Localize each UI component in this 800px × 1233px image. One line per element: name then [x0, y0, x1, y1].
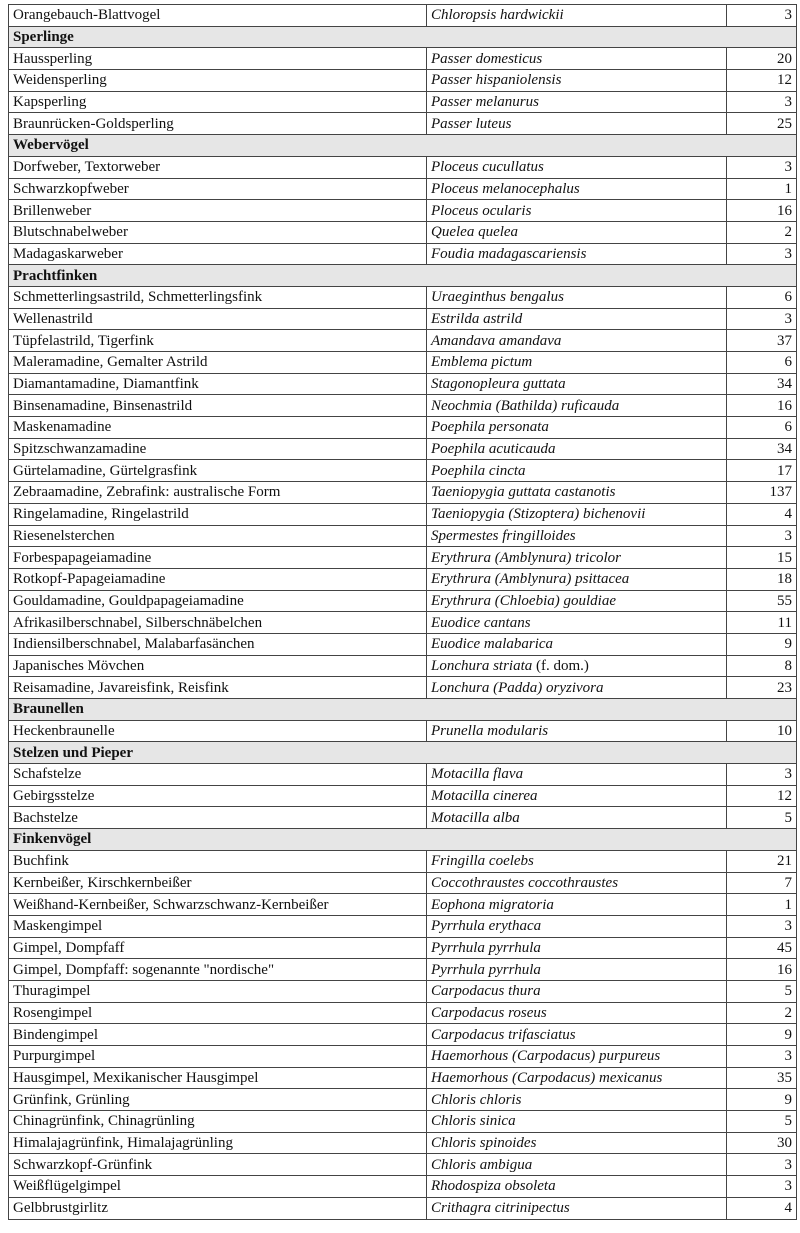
species-row	[9, 1046, 797, 1068]
latin-name-cell: Pyrrhula erythaca	[427, 915, 727, 937]
latin-name-cell: Spermestes fringilloides	[427, 525, 727, 547]
german-name-cell: Gelbbrustgirlitz	[9, 1197, 427, 1219]
species-row	[9, 200, 797, 222]
species-row	[9, 612, 797, 634]
latin-name-cell: Chloropsis hardwickii	[427, 5, 727, 27]
count-cell: 4	[727, 1197, 797, 1219]
species-row	[9, 243, 797, 265]
count-cell: 137	[727, 482, 797, 504]
species-row	[9, 221, 797, 243]
species-table-body	[9, 5, 797, 1220]
group-label: Sperlinge	[9, 26, 797, 48]
latin-name-cell: Emblema pictum	[427, 352, 727, 374]
species-row	[9, 525, 797, 547]
latin-name-cell: Motacilla cinerea	[427, 785, 727, 807]
german-name-cell: Buchfink	[9, 850, 427, 872]
latin-name-cell	[427, 655, 727, 677]
german-name-cell: Grünfink, Grünling	[9, 1089, 427, 1111]
group-header-row	[9, 265, 797, 287]
species-row	[9, 1154, 797, 1176]
german-name-cell: Zebraamadine, Zebrafink: australische Form	[9, 482, 427, 504]
species-row	[9, 937, 797, 959]
latin-name-cell: Uraeginthus bengalus	[427, 286, 727, 308]
german-name-cell: Bindengimpel	[9, 1024, 427, 1046]
latin-name-cell: Poephila cincta	[427, 460, 727, 482]
latin-name-cell: Chloris ambigua	[427, 1154, 727, 1176]
count-cell: 6	[727, 417, 797, 439]
count-cell: 10	[727, 720, 797, 742]
count-cell: 3	[727, 156, 797, 178]
latin-name-suffix: (f. dom.)	[532, 657, 589, 674]
count-cell: 12	[727, 785, 797, 807]
count-cell: 2	[727, 221, 797, 243]
group-label: Webervögel	[9, 135, 797, 157]
species-row	[9, 48, 797, 70]
german-name-cell: Gimpel, Dompfaff: sogenannte "nordische"	[9, 959, 427, 981]
latin-name-cell: Rhodospiza obsoleta	[427, 1176, 727, 1198]
count-cell: 2	[727, 1002, 797, 1024]
german-name-cell: Weißflügelgimpel	[9, 1176, 427, 1198]
count-cell: 3	[727, 1154, 797, 1176]
german-name-cell: Diamantamadine, Diamantfink	[9, 373, 427, 395]
count-cell: 9	[727, 633, 797, 655]
german-name-cell: Weidensperling	[9, 70, 427, 92]
german-name-cell: Tüpfelastrild, Tigerfink	[9, 330, 427, 352]
species-row	[9, 1089, 797, 1111]
german-name-cell: Schwarzkopfweber	[9, 178, 427, 200]
species-row	[9, 1111, 797, 1133]
species-table-page	[8, 4, 796, 1220]
group-label: Braunellen	[9, 699, 797, 721]
german-name-cell: Himalajagrünfink, Himalajagrünling	[9, 1132, 427, 1154]
count-cell: 23	[727, 677, 797, 699]
latin-name-cell: Passer hispaniolensis	[427, 70, 727, 92]
german-name-cell: Purpurgimpel	[9, 1046, 427, 1068]
count-cell: 5	[727, 1111, 797, 1133]
species-row	[9, 850, 797, 872]
species-row	[9, 980, 797, 1002]
species-row	[9, 785, 797, 807]
latin-name-cell: Foudia madagascariensis	[427, 243, 727, 265]
latin-name-cell: Poephila acuticauda	[427, 438, 727, 460]
count-cell: 4	[727, 503, 797, 525]
count-cell: 6	[727, 286, 797, 308]
species-row	[9, 373, 797, 395]
german-name-cell: Chinagrünfink, Chinagrünling	[9, 1111, 427, 1133]
latin-name-cell: Euodice cantans	[427, 612, 727, 634]
latin-name-cell: Pyrrhula pyrrhula	[427, 959, 727, 981]
count-cell: 9	[727, 1024, 797, 1046]
latin-name-cell: Passer domesticus	[427, 48, 727, 70]
count-cell: 3	[727, 525, 797, 547]
species-row	[9, 633, 797, 655]
german-name-cell: Weißhand-Kernbeißer, Schwarzschwanz-Kernbeißer	[9, 894, 427, 916]
species-row	[9, 1132, 797, 1154]
species-row	[9, 5, 797, 27]
latin-name-text: Lonchura striata	[431, 657, 533, 674]
german-name-cell: Brillenweber	[9, 200, 427, 222]
latin-name-cell: Ploceus ocularis	[427, 200, 727, 222]
latin-name-cell: Carpodacus thura	[427, 980, 727, 1002]
count-cell: 3	[727, 5, 797, 27]
german-name-cell: Blutschnabelweber	[9, 221, 427, 243]
species-row	[9, 178, 797, 200]
species-row	[9, 764, 797, 786]
latin-name-cell: Crithagra citrinipectus	[427, 1197, 727, 1219]
count-cell: 12	[727, 70, 797, 92]
count-cell: 7	[727, 872, 797, 894]
species-row	[9, 113, 797, 135]
german-name-cell: Dorfweber, Textorweber	[9, 156, 427, 178]
count-cell: 20	[727, 48, 797, 70]
latin-name-cell: Haemorhous (Carpodacus) mexicanus	[427, 1067, 727, 1089]
species-row	[9, 286, 797, 308]
latin-name-cell: Taeniopygia guttata castanotis	[427, 482, 727, 504]
latin-name-cell: Ploceus cucullatus	[427, 156, 727, 178]
group-header-row	[9, 829, 797, 851]
count-cell: 34	[727, 438, 797, 460]
group-header-row	[9, 699, 797, 721]
count-cell: 16	[727, 395, 797, 417]
count-cell: 34	[727, 373, 797, 395]
latin-name-cell: Estrilda astrild	[427, 308, 727, 330]
latin-name-cell: Carpodacus roseus	[427, 1002, 727, 1024]
latin-name-cell: Passer luteus	[427, 113, 727, 135]
german-name-cell: Madagaskarweber	[9, 243, 427, 265]
species-row	[9, 1002, 797, 1024]
species-row	[9, 156, 797, 178]
species-row	[9, 590, 797, 612]
count-cell: 3	[727, 1046, 797, 1068]
count-cell: 25	[727, 113, 797, 135]
german-name-cell: Maskengimpel	[9, 915, 427, 937]
species-row	[9, 807, 797, 829]
latin-name-cell: Erythrura (Chloebia) gouldiae	[427, 590, 727, 612]
species-row	[9, 438, 797, 460]
latin-name-cell: Chloris chloris	[427, 1089, 727, 1111]
count-cell: 3	[727, 1176, 797, 1198]
count-cell: 5	[727, 807, 797, 829]
count-cell: 3	[727, 91, 797, 113]
latin-name-cell: Eophona migratoria	[427, 894, 727, 916]
group-label: Finkenvögel	[9, 829, 797, 851]
german-name-cell: Rotkopf-Papageiamadine	[9, 568, 427, 590]
german-name-cell: Japanisches Mövchen	[9, 655, 427, 677]
species-row	[9, 70, 797, 92]
latin-name-cell: Passer melanurus	[427, 91, 727, 113]
latin-name-cell: Euodice malabarica	[427, 633, 727, 655]
species-row	[9, 1197, 797, 1219]
count-cell: 45	[727, 937, 797, 959]
count-cell: 3	[727, 915, 797, 937]
group-label: Stelzen und Pieper	[9, 742, 797, 764]
species-row	[9, 330, 797, 352]
count-cell: 3	[727, 308, 797, 330]
german-name-cell: Indiensilberschnabel, Malabarfasänchen	[9, 633, 427, 655]
latin-name-cell: Poephila personata	[427, 417, 727, 439]
count-cell: 1	[727, 178, 797, 200]
latin-name-cell: Stagonopleura guttata	[427, 373, 727, 395]
group-label: Prachtfinken	[9, 265, 797, 287]
group-header-row	[9, 742, 797, 764]
species-row	[9, 308, 797, 330]
species-row	[9, 460, 797, 482]
latin-name-cell: Quelea quelea	[427, 221, 727, 243]
latin-name-cell: Carpodacus trifasciatus	[427, 1024, 727, 1046]
species-row	[9, 395, 797, 417]
group-header-row	[9, 26, 797, 48]
species-row	[9, 91, 797, 113]
group-header-row	[9, 135, 797, 157]
species-row	[9, 417, 797, 439]
count-cell: 16	[727, 959, 797, 981]
german-name-cell: Maleramadine, Gemalter Astrild	[9, 352, 427, 374]
count-cell: 1	[727, 894, 797, 916]
count-cell: 37	[727, 330, 797, 352]
german-name-cell: Ringelamadine, Ringelastrild	[9, 503, 427, 525]
species-row	[9, 720, 797, 742]
german-name-cell: Gouldamadine, Gouldpapageiamadine	[9, 590, 427, 612]
species-row	[9, 959, 797, 981]
latin-name-cell: Coccothraustes coccothraustes	[427, 872, 727, 894]
count-cell: 21	[727, 850, 797, 872]
species-row	[9, 872, 797, 894]
species-row	[9, 1024, 797, 1046]
german-name-cell: Bachstelze	[9, 807, 427, 829]
count-cell: 5	[727, 980, 797, 1002]
species-row	[9, 1176, 797, 1198]
german-name-cell: Kernbeißer, Kirschkernbeißer	[9, 872, 427, 894]
species-table	[8, 4, 797, 1220]
count-cell: 55	[727, 590, 797, 612]
count-cell: 35	[727, 1067, 797, 1089]
german-name-cell: Wellenastrild	[9, 308, 427, 330]
german-name-cell: Schmetterlingsastrild, Schmetterlingsfink	[9, 286, 427, 308]
german-name-cell: Spitzschwanzamadine	[9, 438, 427, 460]
latin-name-cell: Taeniopygia (Stizoptera) bichenovii	[427, 503, 727, 525]
latin-name-cell: Fringilla coelebs	[427, 850, 727, 872]
latin-name-cell: Haemorhous (Carpodacus) purpureus	[427, 1046, 727, 1068]
german-name-cell: Rosengimpel	[9, 1002, 427, 1024]
count-cell: 30	[727, 1132, 797, 1154]
latin-name-cell: Chloris sinica	[427, 1111, 727, 1133]
species-row	[9, 677, 797, 699]
latin-name-cell: Motacilla flava	[427, 764, 727, 786]
latin-name-cell: Neochmia (Bathilda) ruficauda	[427, 395, 727, 417]
german-name-cell: Heckenbraunelle	[9, 720, 427, 742]
latin-name-cell: Erythrura (Amblynura) tricolor	[427, 547, 727, 569]
german-name-cell: Schafstelze	[9, 764, 427, 786]
german-name-cell: Reisamadine, Javareisfink, Reisfink	[9, 677, 427, 699]
count-cell: 11	[727, 612, 797, 634]
species-row	[9, 1067, 797, 1089]
german-name-cell: Maskenamadine	[9, 417, 427, 439]
count-cell: 17	[727, 460, 797, 482]
species-row	[9, 503, 797, 525]
german-name-cell: Riesenelsterchen	[9, 525, 427, 547]
german-name-cell: Gebirgsstelze	[9, 785, 427, 807]
count-cell: 3	[727, 764, 797, 786]
german-name-cell: Orangebauch-Blattvogel	[9, 5, 427, 27]
german-name-cell: Binsenamadine, Binsenastrild	[9, 395, 427, 417]
german-name-cell: Hausgimpel, Mexikanischer Hausgimpel	[9, 1067, 427, 1089]
latin-name-cell: Chloris spinoides	[427, 1132, 727, 1154]
species-row	[9, 352, 797, 374]
species-row	[9, 894, 797, 916]
species-row	[9, 568, 797, 590]
latin-name-cell: Pyrrhula pyrrhula	[427, 937, 727, 959]
latin-name-cell: Prunella modularis	[427, 720, 727, 742]
count-cell: 3	[727, 243, 797, 265]
latin-name-cell: Motacilla alba	[427, 807, 727, 829]
latin-name-cell: Lonchura (Padda) oryzivora	[427, 677, 727, 699]
german-name-cell: Gürtelamadine, Gürtelgrasfink	[9, 460, 427, 482]
species-row	[9, 655, 797, 677]
german-name-cell: Afrikasilberschnabel, Silberschnäbelchen	[9, 612, 427, 634]
german-name-cell: Schwarzkopf-Grünfink	[9, 1154, 427, 1176]
count-cell: 16	[727, 200, 797, 222]
german-name-cell: Thuragimpel	[9, 980, 427, 1002]
count-cell: 18	[727, 568, 797, 590]
species-row	[9, 547, 797, 569]
count-cell: 9	[727, 1089, 797, 1111]
german-name-cell: Kapsperling	[9, 91, 427, 113]
german-name-cell: Braunrücken-Goldsperling	[9, 113, 427, 135]
count-cell: 6	[727, 352, 797, 374]
german-name-cell: Haussperling	[9, 48, 427, 70]
latin-name-cell: Erythrura (Amblynura) psittacea	[427, 568, 727, 590]
german-name-cell: Gimpel, Dompfaff	[9, 937, 427, 959]
count-cell: 8	[727, 655, 797, 677]
latin-name-cell: Ploceus melanocephalus	[427, 178, 727, 200]
species-row	[9, 915, 797, 937]
species-row	[9, 482, 797, 504]
count-cell: 15	[727, 547, 797, 569]
latin-name-cell: Amandava amandava	[427, 330, 727, 352]
german-name-cell: Forbespapageiamadine	[9, 547, 427, 569]
